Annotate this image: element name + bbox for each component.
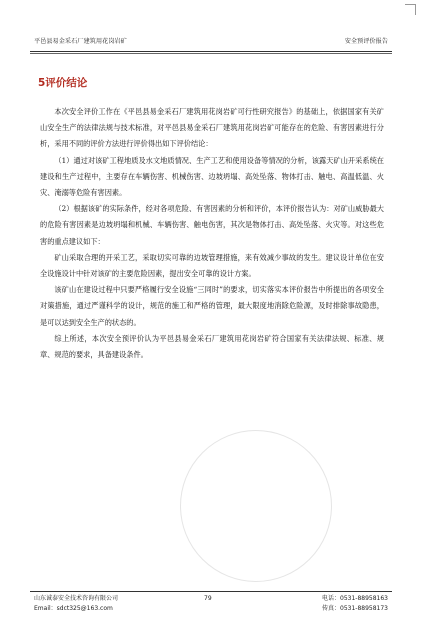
- header-project-name: 平邑县易金采石厂建筑用花岗岩矿: [34, 38, 127, 45]
- header-rule-thin: [30, 53, 392, 54]
- page-number: 79: [204, 595, 212, 602]
- paragraph-conclusion-2: （2）根据该矿的实际条件，经对各项危险、有害因素的分析和评价，本评价报告认为：对矿山威胁最大的危险有害因素是边坡坍塌和机械、车辆伤害、触电伤害，其次是物体打击、高处坠落、火灾等。对这些危害的重点建议如下：: [40, 204, 384, 246]
- paragraph-conclusion-1: （1）通过对该矿工程地质及水文地质情况、生产工艺和使用设备等情况的分析，该露天矿山开采系统在建设和生产过程中，主要存在车辆伤害、机械伤害、边坡坍塌、高处坠落、物体打击、触电、高温低温、火灾、淹溺等危险有害因素。: [40, 155, 384, 198]
- footer-phone: 电话：0531-88958163: [322, 595, 388, 602]
- paragraph-summary: 综上所述，本次安全预评价认为平邑县易金采石厂建筑用花岗岩矿符合国家有关法律法规、标准、规章、规范的要求，具备建设条件。: [40, 333, 384, 360]
- page-corner-mark: [405, 4, 416, 15]
- footer-right: [322, 594, 388, 613]
- paragraph-recommendation-1: 矿山采取合理的开采工艺，采取切实可靠的边坡管理措施，来有效减少事故的发生。建议设计单位在安全设施设计中针对该矿的主要危险因素，提出安全可靠的设计方案。: [40, 252, 384, 279]
- footer-left: [34, 594, 118, 613]
- body-text: [40, 104, 384, 363]
- footer-email: Email：sdct325@163.com: [34, 604, 113, 612]
- paragraph-intro: 本次安全评价工作在《平邑县易金采石厂建筑用花岗岩矿可行性研究报告》的基础上，依据国家有关矿山安全生产的法律法规与技术标准，对平邑县易金采石厂建筑用花岗岩矿可能存在的危险、有害因素进行分析，采用不同的评价方法进行评价得出如下评价结论：: [40, 107, 384, 149]
- faint-seal-stamp: [180, 430, 332, 582]
- header-report-type: 安全预评价报告: [344, 38, 388, 45]
- footer-fax: 传真：0531-88958173: [322, 604, 388, 612]
- section-title: 5评价结论: [38, 77, 88, 89]
- footer-company: 山东诚泰安全技术咨询有限公司: [34, 595, 119, 602]
- header-rule: [30, 51, 392, 52]
- paragraph-recommendation-2: 该矿山在建设过程中只要严格履行安全设施“三同时”的要求，切实落实本评价报告中所提出的各项安全对策措施，通过严谨科学的设计，规范的施工和严格的管理，最大限度地消除危险源，及时排除事故隐患，是可以达到安全生产的状态的。: [40, 285, 384, 327]
- footer-rule: [30, 591, 392, 592]
- page-header: [34, 36, 388, 48]
